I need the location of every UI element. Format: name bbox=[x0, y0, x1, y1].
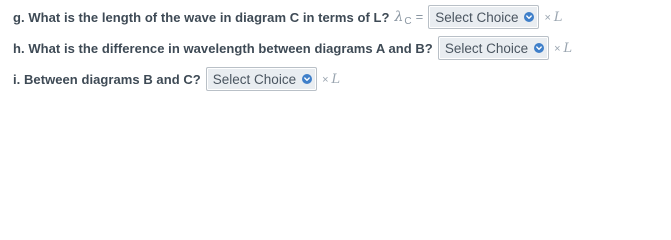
question-h-text: h. What is the difference in wavelength between diagrams A and B? bbox=[13, 40, 433, 56]
question-panel bbox=[0, 0, 671, 112]
question-row-i bbox=[13, 67, 340, 91]
times-sign: × bbox=[322, 73, 329, 86]
answer-select-i[interactable] bbox=[206, 67, 317, 91]
unit-l: L bbox=[553, 9, 563, 25]
question-i-text: i. Between diagrams B and C? bbox=[13, 71, 201, 87]
question-g-text: g. What is the length of the wave in diagram C in terms of L? bbox=[13, 9, 390, 25]
question-row-g bbox=[13, 5, 563, 29]
select-value: Select Choice bbox=[212, 71, 297, 87]
answer-select-g[interactable] bbox=[428, 5, 539, 29]
lambda-subscript: C bbox=[404, 16, 412, 27]
lambda-symbol: λ bbox=[394, 9, 404, 25]
question-row-h bbox=[13, 36, 572, 60]
chevron-down-icon bbox=[524, 12, 534, 22]
chevron-down-icon bbox=[534, 43, 544, 53]
lambda-c-expression bbox=[394, 9, 423, 25]
unit-l: L bbox=[331, 71, 341, 87]
unit-suffix-h bbox=[554, 41, 572, 56]
equals-sign: = bbox=[415, 9, 424, 24]
select-value: Select Choice bbox=[444, 40, 529, 56]
select-value: Select Choice bbox=[435, 9, 519, 25]
unit-l: L bbox=[563, 40, 573, 56]
times-sign: × bbox=[544, 11, 551, 24]
times-sign: × bbox=[554, 42, 561, 55]
unit-suffix-g bbox=[544, 10, 562, 25]
answer-select-h[interactable] bbox=[438, 36, 549, 60]
unit-suffix-i bbox=[322, 72, 340, 87]
chevron-down-icon bbox=[302, 74, 312, 84]
